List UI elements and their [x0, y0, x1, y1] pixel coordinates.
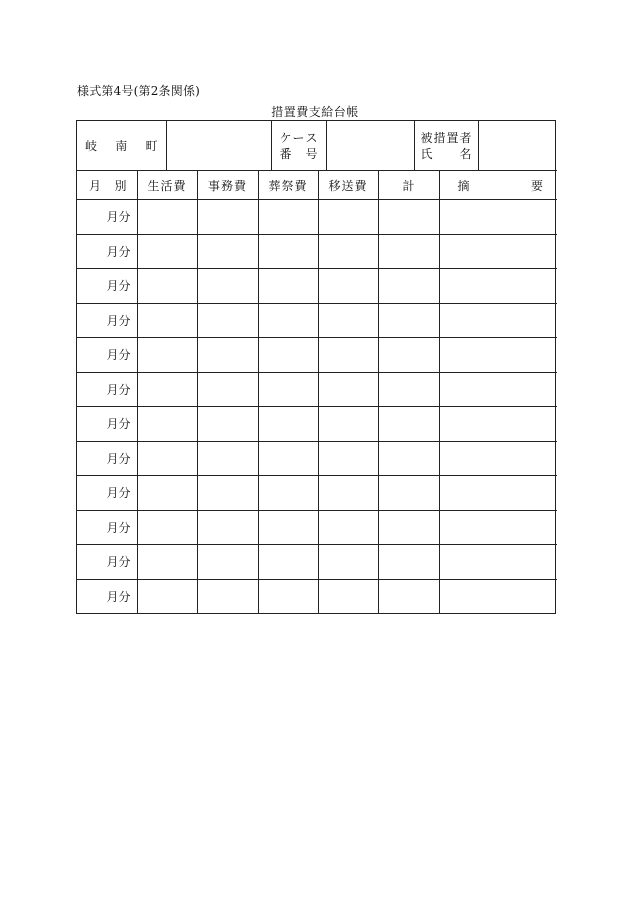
- month-cell: 月分: [77, 510, 137, 545]
- table-row: [77, 545, 557, 580]
- funeral-expenses-field[interactable]: [258, 579, 318, 613]
- office-expenses-field[interactable]: [197, 510, 258, 545]
- month-cell: 月分: [77, 407, 137, 442]
- transport-expenses-field[interactable]: [318, 441, 378, 476]
- living-expenses-field[interactable]: [137, 545, 197, 580]
- office-expenses-field[interactable]: [197, 200, 258, 235]
- month-cell: 月分: [77, 303, 137, 338]
- month-cell: 月分: [77, 372, 137, 407]
- office-expenses-field[interactable]: [197, 476, 258, 511]
- living-expenses-field[interactable]: [137, 269, 197, 304]
- month-cell: 月分: [77, 200, 137, 235]
- total-field[interactable]: [378, 510, 439, 545]
- funeral-expenses-field[interactable]: [258, 234, 318, 269]
- funeral-expenses-field[interactable]: [258, 407, 318, 442]
- total-field[interactable]: [378, 234, 439, 269]
- summary-field[interactable]: [439, 579, 557, 613]
- table-row: [77, 510, 557, 545]
- total-field[interactable]: [378, 200, 439, 235]
- table-row: [77, 407, 557, 442]
- living-expenses-field[interactable]: [137, 510, 197, 545]
- funeral-expenses-field[interactable]: [258, 338, 318, 373]
- document-title: 措置費支給台帳: [271, 105, 359, 119]
- living-expenses-field[interactable]: [137, 200, 197, 235]
- col-header-summary: 摘 要: [439, 171, 557, 200]
- total-field[interactable]: [378, 269, 439, 304]
- living-expenses-field[interactable]: [137, 338, 197, 373]
- col-header-office-expenses: 事務費: [197, 171, 258, 200]
- table-row: [77, 303, 557, 338]
- living-expenses-field[interactable]: [137, 476, 197, 511]
- office-expenses-field[interactable]: [197, 372, 258, 407]
- office-expenses-field[interactable]: [197, 234, 258, 269]
- form-number-label: 様式第4号(第2条関係): [77, 84, 201, 98]
- transport-expenses-field[interactable]: [318, 579, 378, 613]
- total-field[interactable]: [378, 545, 439, 580]
- person-label-char: 被: [420, 130, 433, 145]
- transport-expenses-field[interactable]: [318, 338, 378, 373]
- person-label-char: 者: [459, 130, 472, 145]
- table-row: [77, 579, 557, 613]
- summary-field[interactable]: [439, 441, 557, 476]
- town-label-cell: [77, 121, 166, 170]
- transport-expenses-field[interactable]: [318, 545, 378, 580]
- case-number-field[interactable]: [326, 121, 414, 170]
- town-label-char: 岐: [85, 139, 98, 153]
- case-label-char: 号: [305, 146, 318, 161]
- col-header-living-expenses: 生活費: [137, 171, 197, 200]
- total-field[interactable]: [378, 338, 439, 373]
- town-label-char: 南: [115, 139, 128, 153]
- total-field[interactable]: [378, 441, 439, 476]
- funeral-expenses-field[interactable]: [258, 441, 318, 476]
- month-cell: 月分: [77, 545, 137, 580]
- person-name-label-cell: [414, 121, 478, 170]
- summary-field[interactable]: [439, 269, 557, 304]
- living-expenses-field[interactable]: [137, 303, 197, 338]
- case-label-char: ス: [305, 130, 318, 145]
- person-label-char: 措: [433, 130, 446, 145]
- case-label-char: 番: [279, 146, 292, 161]
- month-cell: 月分: [77, 234, 137, 269]
- funeral-expenses-field[interactable]: [258, 303, 318, 338]
- funeral-expenses-field[interactable]: [258, 269, 318, 304]
- person-name-field[interactable]: [478, 121, 557, 170]
- ledger-body: [77, 200, 557, 614]
- funeral-expenses-field[interactable]: [258, 372, 318, 407]
- total-field[interactable]: [378, 579, 439, 613]
- town-label-char: 町: [145, 139, 158, 153]
- summary-field[interactable]: [439, 303, 557, 338]
- living-expenses-field[interactable]: [137, 372, 197, 407]
- col-header-total: 計: [378, 171, 439, 200]
- transport-expenses-field[interactable]: [318, 200, 378, 235]
- col-header-month: 月 別: [77, 171, 137, 200]
- table-row: [77, 234, 557, 269]
- living-expenses-field[interactable]: [137, 441, 197, 476]
- month-cell: 月分: [77, 338, 137, 373]
- funeral-expenses-field[interactable]: [258, 476, 318, 511]
- transport-expenses-field[interactable]: [318, 476, 378, 511]
- month-cell: 月分: [77, 269, 137, 304]
- table-row: [77, 372, 557, 407]
- transport-expenses-field[interactable]: [318, 269, 378, 304]
- office-expenses-field[interactable]: [197, 269, 258, 304]
- summary-field[interactable]: [439, 338, 557, 373]
- summary-field[interactable]: [439, 372, 557, 407]
- living-expenses-field[interactable]: [137, 234, 197, 269]
- header-table: [77, 121, 557, 170]
- funeral-expenses-field[interactable]: [258, 200, 318, 235]
- ledger-table: [77, 170, 557, 613]
- table-row: [77, 476, 557, 511]
- table-row: [77, 441, 557, 476]
- total-field[interactable]: [378, 372, 439, 407]
- transport-expenses-field[interactable]: [318, 372, 378, 407]
- transport-expenses-field[interactable]: [318, 303, 378, 338]
- town-value-field[interactable]: [166, 121, 271, 170]
- transport-expenses-field[interactable]: [318, 510, 378, 545]
- summary-field[interactable]: [439, 234, 557, 269]
- summary-field[interactable]: [439, 476, 557, 511]
- col-header-transport-expenses: 移送費: [318, 171, 378, 200]
- office-expenses-field[interactable]: [197, 579, 258, 613]
- summary-field[interactable]: [439, 200, 557, 235]
- person-label-char: 置: [446, 130, 459, 145]
- summary-field[interactable]: [439, 510, 557, 545]
- ledger-sheet: [76, 120, 556, 614]
- office-expenses-field[interactable]: [197, 338, 258, 373]
- month-cell: 月分: [77, 441, 137, 476]
- transport-expenses-field[interactable]: [318, 234, 378, 269]
- office-expenses-field[interactable]: [197, 441, 258, 476]
- table-row: [77, 200, 557, 235]
- total-field[interactable]: [378, 476, 439, 511]
- month-cell: 月分: [77, 476, 137, 511]
- total-field[interactable]: [378, 303, 439, 338]
- header-row: [77, 121, 557, 170]
- living-expenses-field[interactable]: [137, 407, 197, 442]
- case-number-label-cell: [271, 121, 326, 170]
- case-label-char: ケ: [279, 130, 292, 145]
- table-row: [77, 338, 557, 373]
- case-label-char: ー: [292, 130, 305, 145]
- table-row: [77, 269, 557, 304]
- funeral-expenses-field[interactable]: [258, 510, 318, 545]
- office-expenses-field[interactable]: [197, 303, 258, 338]
- office-expenses-field[interactable]: [197, 407, 258, 442]
- person-label-char: 氏: [420, 146, 433, 161]
- transport-expenses-field[interactable]: [318, 407, 378, 442]
- summary-field[interactable]: [439, 407, 557, 442]
- month-cell: 月分: [77, 579, 137, 613]
- column-header-row: [77, 171, 557, 200]
- total-field[interactable]: [378, 407, 439, 442]
- living-expenses-field[interactable]: [137, 579, 197, 613]
- summary-field[interactable]: [439, 545, 557, 580]
- person-label-char: 名: [459, 146, 472, 161]
- funeral-expenses-field[interactable]: [258, 545, 318, 580]
- office-expenses-field[interactable]: [197, 545, 258, 580]
- col-header-funeral-expenses: 葬祭費: [258, 171, 318, 200]
